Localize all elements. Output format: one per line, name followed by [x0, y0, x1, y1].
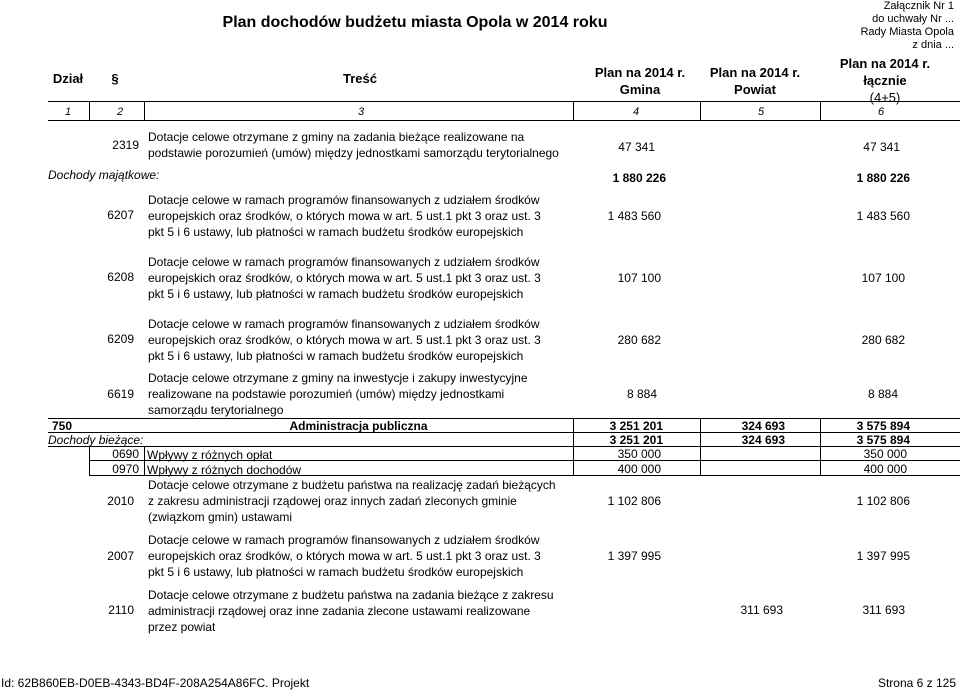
page-number: Strona 6 z 125 — [877, 676, 956, 690]
gmina-value: 47 341 — [618, 140, 655, 154]
lacznie-value: 1 397 995 — [856, 549, 910, 563]
gmina-value: 1 483 560 — [607, 209, 661, 223]
powiat-value: 311 693 — [740, 603, 783, 617]
col-number: 4 — [632, 106, 640, 118]
lacznie-value: 1 880 226 — [856, 171, 910, 185]
row-description — [148, 316, 541, 364]
gmina-value: 107 100 — [617, 271, 661, 285]
gmina-value: 1 102 806 — [607, 494, 661, 508]
desc-line: przez powiat — [148, 620, 216, 634]
desc-line: Dotacje celowe otrzymane z gminy na inwestycje i zakupy inwestycyjne — [148, 371, 528, 385]
header-lacznie-line: Plan na 2014 r. — [839, 56, 931, 71]
desc-line: z zakresu administracji rządowej oraz innych zadań zleconych gminie — [148, 494, 517, 508]
annex-line: Załącznik Nr 1 — [883, 0, 954, 12]
powiat-value: 324 693 — [741, 433, 785, 447]
row-description — [148, 532, 541, 580]
desc-line: Dotacje celowe otrzymane z budżetu państwa na realizację zadań bieżących — [148, 478, 556, 492]
header-lacznie — [815, 55, 955, 106]
gmina-value: 400 000 — [617, 462, 661, 476]
row-description — [148, 192, 541, 240]
header-powiat — [695, 64, 815, 98]
dzial-code: 750 — [52, 419, 73, 433]
rule — [144, 101, 145, 120]
desc-line: Dotacje celowe w ramach programów finansowanych z udziałem środków — [148, 317, 540, 331]
gmina-value: 3 251 201 — [609, 433, 663, 447]
paragraph-code: 0970 — [112, 462, 139, 476]
row-description: Wpływy z różnych opłat — [147, 448, 273, 462]
desc-line: europejskich oraz środków, o których mowa w art. 5 ust.1 pkt 3 oraz ust. 3 — [148, 271, 541, 285]
desc-line: pkt 5 i 6 ustawy, lub płatności w ramach budżetu środków europejskich — [148, 349, 524, 363]
rule — [48, 120, 960, 121]
rule — [89, 101, 90, 120]
gmina-value: 350 000 — [617, 447, 661, 461]
document-id: Id: 62B860EB-D0EB-4343-BD4F-208A254A86FC. Projekt — [1, 676, 310, 690]
paragraph-code: 2007 — [107, 549, 134, 563]
desc-line: Dotacje celowe w ramach programów finansowanych z udziałem środków — [148, 255, 540, 269]
rule — [48, 101, 960, 102]
rule — [573, 101, 574, 120]
row-description — [148, 477, 556, 525]
lacznie-value: 350 000 — [863, 447, 907, 461]
desc-line: Dotacje celowe w ramach programów finansowanych z udziałem środków — [148, 193, 540, 207]
section-label: Dochody majątkowe: — [48, 168, 160, 182]
desc-line: Dotacje celowe otrzymane z gminy na zadania bieżące realizowane na — [148, 130, 525, 144]
gmina-value: 3 251 201 — [609, 419, 663, 433]
lacznie-value: 1 483 560 — [856, 209, 910, 223]
col-number: 2 — [116, 106, 124, 118]
document-title: Plan dochodów budżetu miasta Opola w 2014 roku — [222, 14, 608, 31]
section-label: Dochody bieżące: — [48, 433, 144, 447]
col-number: 1 — [64, 106, 72, 118]
rule — [700, 101, 701, 120]
header-dzial: Dział — [52, 71, 84, 86]
annex-note — [860, 0, 954, 52]
desc-line: Dotacje celowe otrzymane z budżetu państwa na zadania bieżące z zakresu — [148, 588, 554, 602]
header-gmina-line: Plan na 2014 r. — [594, 65, 686, 80]
header-tresc: Treść — [343, 71, 377, 86]
row-description — [148, 254, 541, 302]
lacznie-value: 280 682 — [861, 333, 905, 347]
desc-line: europejskich oraz środków, o których mowa w art. 5 ust.1 pkt 3 oraz ust. 3 — [148, 549, 541, 563]
paragraph-code: 6619 — [107, 387, 134, 401]
rule — [144, 446, 145, 476]
desc-line: pkt 5 i 6 ustawy, lub płatności w ramach budżetu środków europejskich — [148, 565, 524, 579]
header-gmina-line: Gmina — [619, 82, 661, 97]
desc-line: pkt 5 i 6 ustawy, lub płatności w ramach budżetu środków europejskich — [148, 225, 524, 239]
paragraph-code: 6207 — [107, 208, 134, 222]
desc-line: administracji rządowej oraz inne zadania zlecone ustawami realizowane — [148, 604, 531, 618]
dzial-name: Administracja publiczna — [289, 419, 428, 433]
lacznie-value: 400 000 — [863, 462, 907, 476]
annex-line: do uchwały Nr ... — [872, 13, 954, 25]
header-paragraph: § — [111, 71, 119, 86]
lacznie-value: 107 100 — [861, 271, 905, 285]
lacznie-value: 1 102 806 — [856, 494, 910, 508]
annex-line: Rady Miasta Opola — [860, 26, 954, 38]
gmina-value: 1 397 995 — [607, 549, 661, 563]
col-number: 5 — [757, 106, 765, 118]
header-powiat-line: Plan na 2014 r. — [709, 65, 801, 80]
paragraph-code: 2319 — [112, 138, 139, 152]
header-gmina — [580, 64, 700, 98]
row-description — [148, 129, 559, 161]
col-number: 6 — [877, 106, 885, 118]
lacznie-value: 8 884 — [867, 387, 898, 401]
desc-line: europejskich oraz środków, o których mowa w art. 5 ust.1 pkt 3 oraz ust. 3 — [148, 333, 541, 347]
desc-line: samorządu terytorialnego — [148, 403, 284, 417]
desc-line: europejskich oraz środków, o których mowa w art. 5 ust.1 pkt 3 oraz ust. 3 — [148, 209, 541, 223]
paragraph-code: 0690 — [112, 447, 139, 461]
paragraph-code: 2110 — [108, 603, 134, 617]
lacznie-value: 47 341 — [863, 140, 900, 154]
header-lacznie-line: (4+5) — [869, 90, 901, 105]
rule — [820, 101, 821, 120]
row-description — [148, 370, 528, 418]
gmina-value: 1 880 226 — [612, 171, 666, 185]
gmina-value: 8 884 — [626, 387, 657, 401]
paragraph-code: 6209 — [107, 332, 134, 346]
lacznie-value: 3 575 894 — [856, 433, 910, 447]
header-powiat-line: Powiat — [734, 82, 776, 97]
col-number: 3 — [357, 106, 365, 118]
paragraph-code: 6208 — [107, 270, 134, 284]
powiat-value: 324 693 — [741, 419, 785, 433]
paragraph-code: 2010 — [107, 494, 134, 508]
desc-line: podstawie porozumień (umów) między jednostkami samorządu terytorialnego — [148, 146, 559, 160]
gmina-value: 280 682 — [617, 333, 661, 347]
lacznie-value: 311 693 — [862, 603, 905, 617]
lacznie-value: 3 575 894 — [856, 419, 910, 433]
annex-line: z dnia ... — [912, 39, 954, 51]
row-description — [148, 587, 554, 635]
desc-line: Dotacje celowe w ramach programów finansowanych z udziałem środków — [148, 533, 540, 547]
desc-line: realizowane na podstawie porozumień (umów) między jednostkami — [148, 387, 505, 401]
rule — [573, 418, 574, 476]
header-lacznie-line: łącznie — [863, 73, 907, 88]
desc-line: (związkom gmin) ustawami — [148, 510, 293, 524]
desc-line: pkt 5 i 6 ustawy, lub płatności w ramach budżetu środków europejskich — [148, 287, 524, 301]
row-description: Wpływy z różnych dochodów — [147, 463, 302, 477]
